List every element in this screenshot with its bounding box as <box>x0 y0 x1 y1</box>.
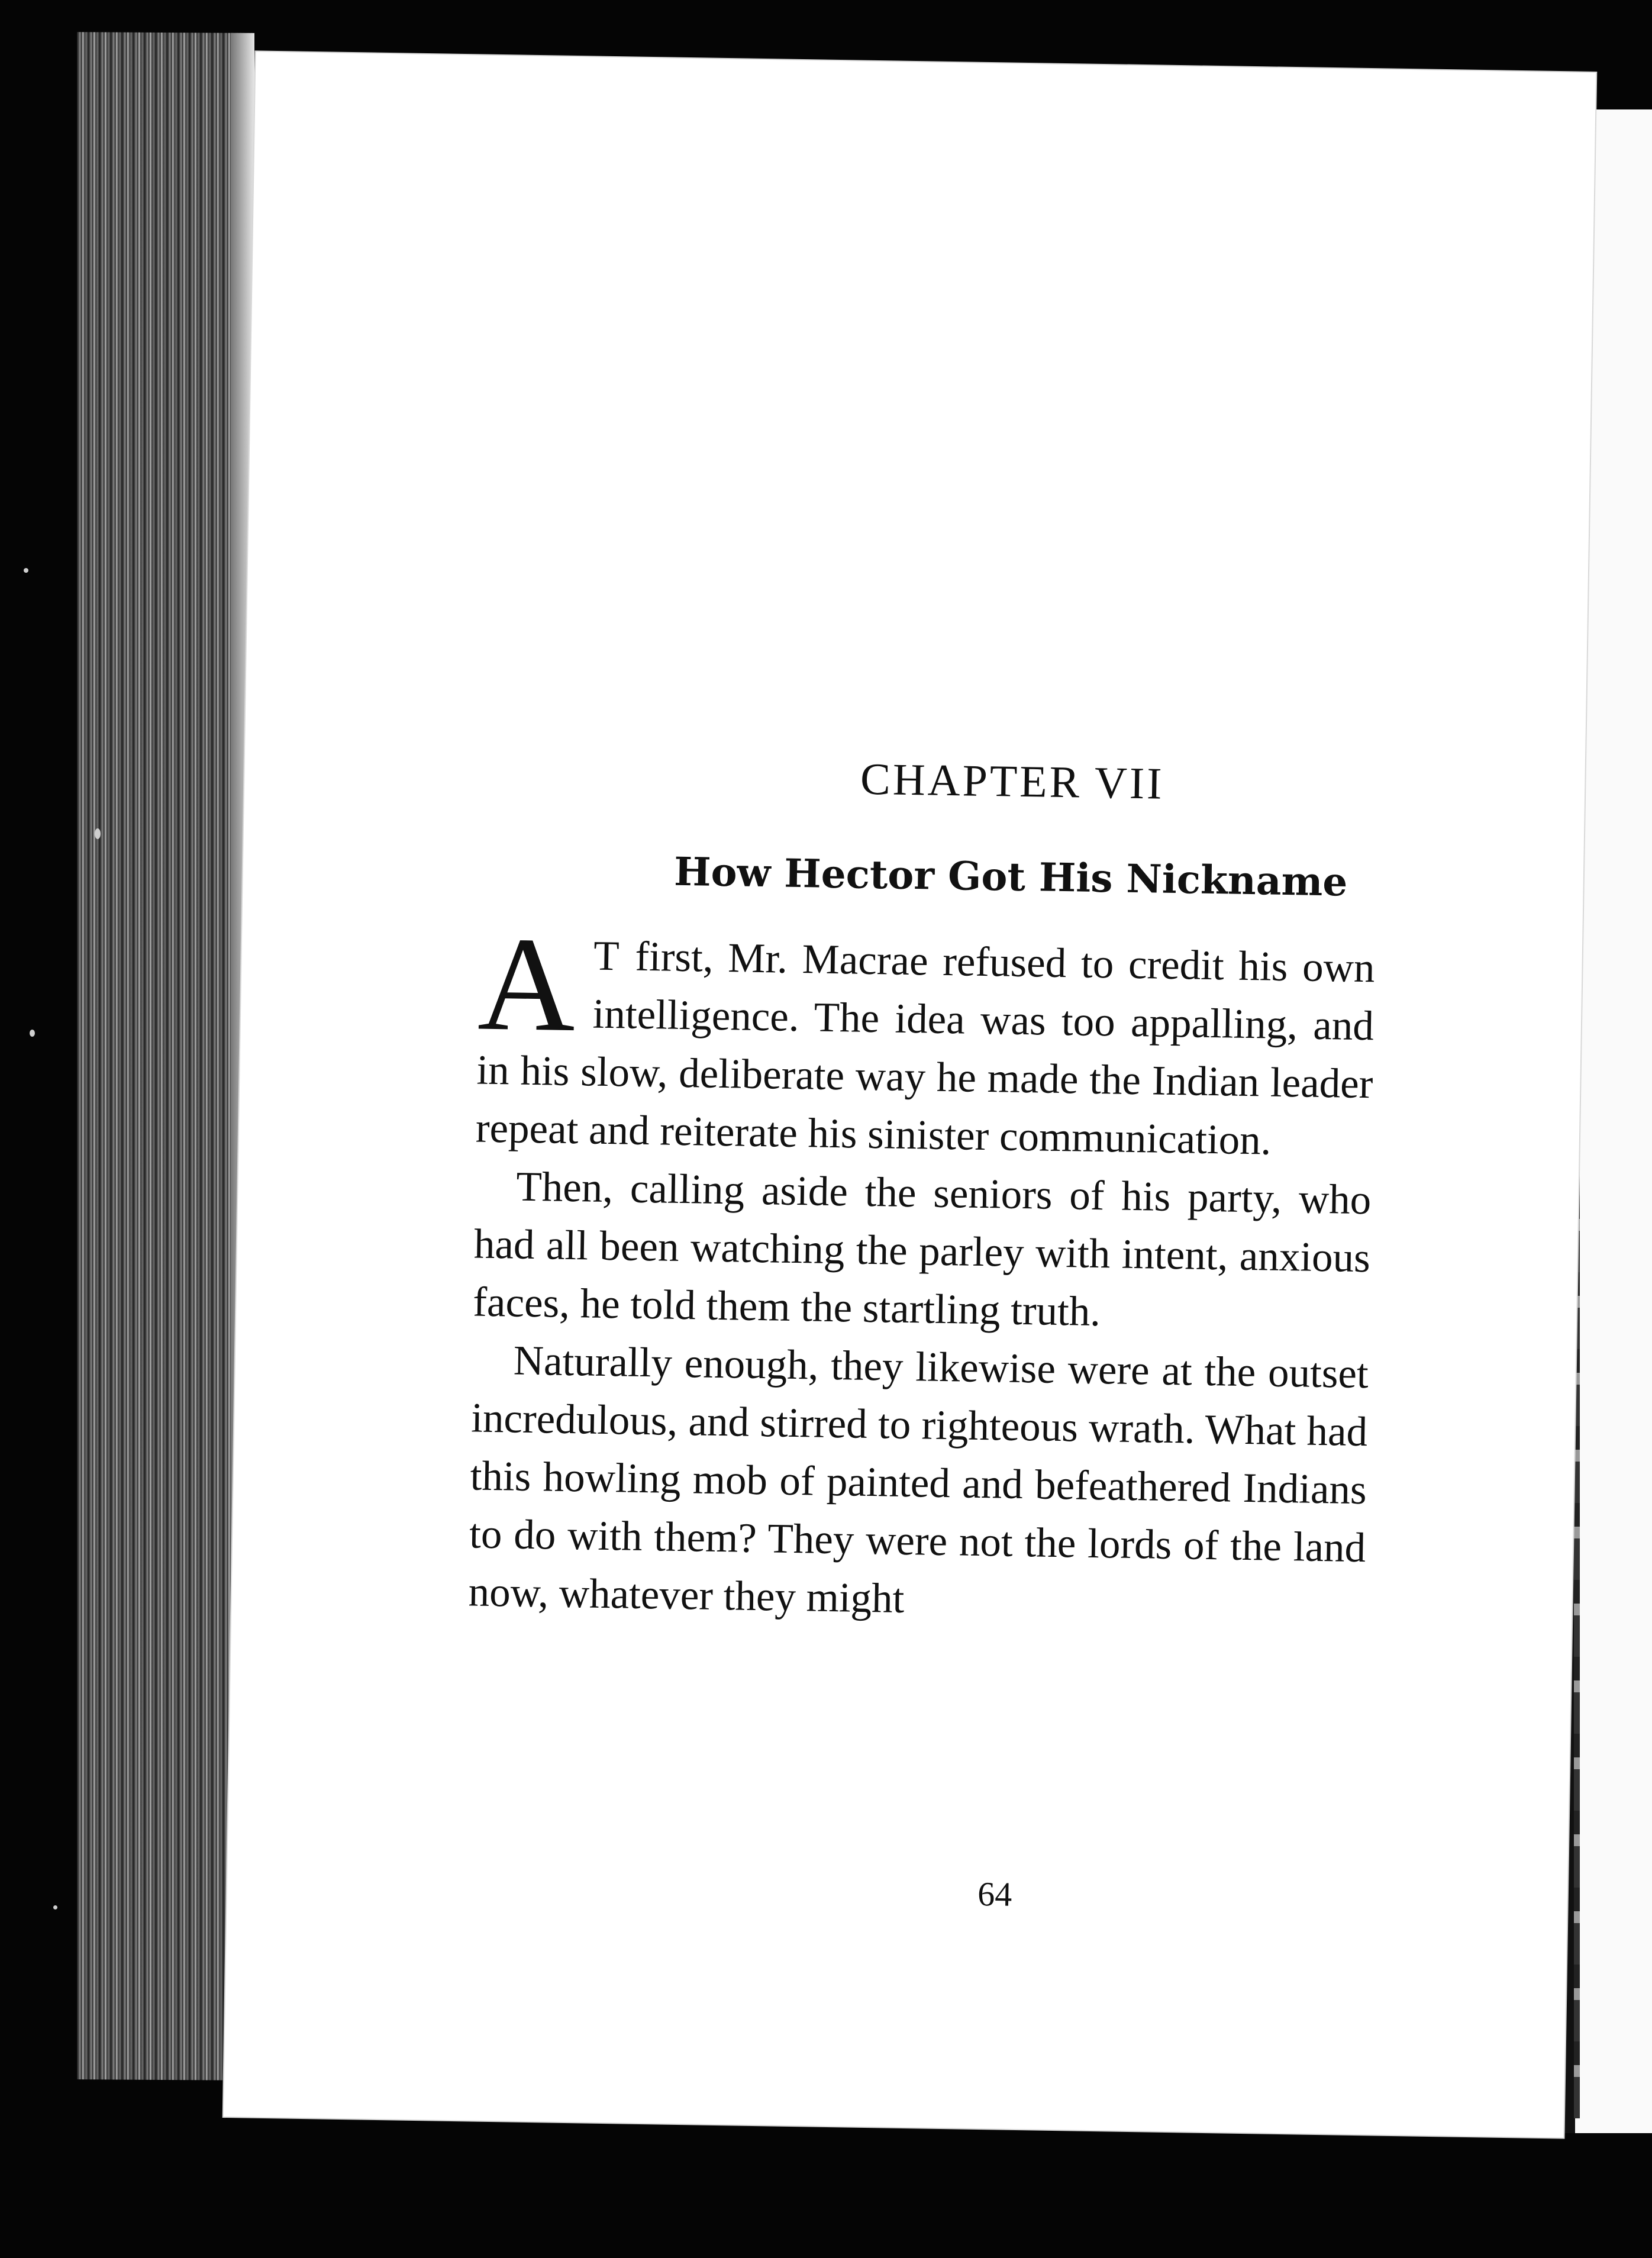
book-page <box>224 51 1596 2137</box>
body-text <box>468 909 1376 1636</box>
paragraph: Naturally enough, they likewise were at the outset incredulous, and stirred to righteous wrath. What had this howling mob of painted and befeathered Indians to do with them? They were not the lords of the land now, whatever they might <box>468 1337 1369 1622</box>
paragraph <box>475 909 1376 1172</box>
chapter-title: How Hector Got His Nickname <box>673 848 1348 905</box>
scan-speck <box>30 1030 35 1037</box>
page-edge-stack <box>77 32 254 2080</box>
scan-speck <box>24 568 28 573</box>
scan-speck <box>53 1905 57 1909</box>
scan-speck <box>95 828 101 839</box>
paragraph: Then, calling aside the seniors of his party, who had all been watching the parley with intent, anxious faces, he told them the startling truth. <box>472 1163 1372 1336</box>
drop-cap: A <box>476 909 577 1060</box>
chapter-number: CHAPTER VII <box>860 754 1165 809</box>
page-number: 64 <box>977 1874 1012 1914</box>
paragraph-text: first, Mr. Macrae refused to credit his own intelligence. The idea was too appalling, and in his slow, deliberate way he made the Indian leader repeat and reiterate his sinister communication. <box>475 933 1376 1164</box>
lead-capital: T <box>593 933 621 980</box>
